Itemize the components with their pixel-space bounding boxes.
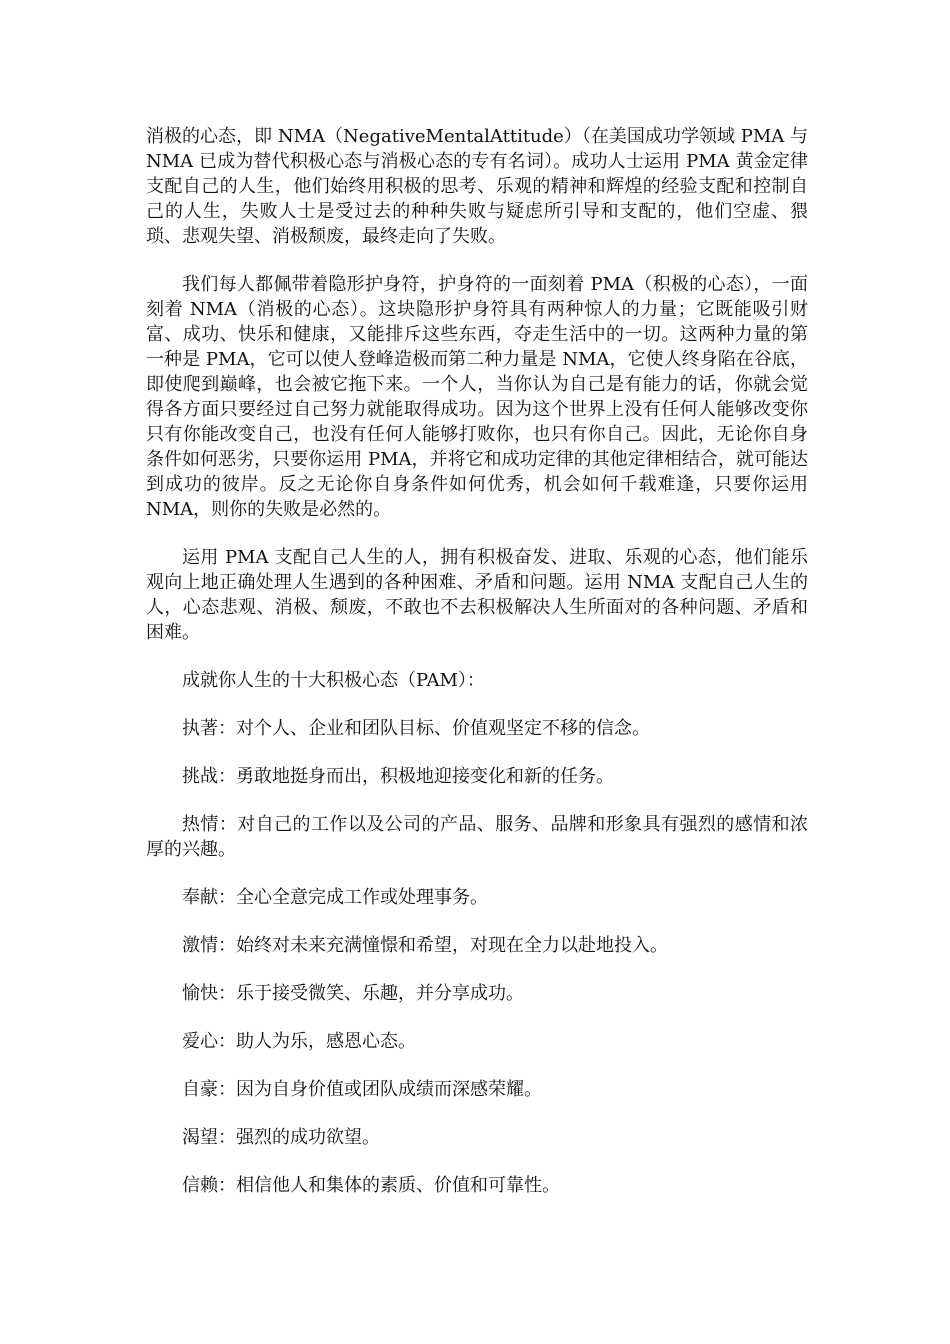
document-page	[146, 124, 808, 1221]
list-item: 渴望：强烈的成功欲望。	[182, 1127, 380, 1148]
list-item: 爱心：助人为乐，感恩心态。	[182, 1031, 416, 1052]
list-item: 信赖：相信他人和集体的素质、价值和可靠性。	[182, 1175, 560, 1196]
list-item: 热情：对自己的工作以及公司的产品、服务、品牌和形象具有强烈的感情和浓厚的兴趣。	[146, 814, 808, 860]
paragraph-amulet: 我们每人都佩带着隐形护身符，护身符的一面刻着 PMA（积极的心态），一面刻着 NMA（消极的心态）。这块隐形护身符具有两种惊人的力量；它既能吸引财富、成功、快乐和健康，又能排斥这些东西，夺走生活中的一切。这两种力量的第一种是 PMA，它可以使人登峰造极而第二种力量是 NMA，它使人终身陷在谷底，即使爬到巅峰，也会被它拖下来。一个人，当你认为自己是有能力的话，你就会觉得各方面只要经过自己努力就能取得成功。因为这个世界上没有任何人能够改变你只有你能改变自己，也没有任何人能够打败你，也只有你自己。因此，无论你自身条件如何恶劣，只要你运用 PMA，并将它和成功定律的其他定律相结合，就可能达到成功的彼岸。反之无论你自身条件如何优秀，机会如何千载难逢，只要你运用 NMA，则你的失败是必然的。	[146, 274, 808, 520]
paragraph-nma-definition: 消极的心态，即 NMA（NegativeMentalAttitude）（在美国成功学领域 PMA 与 NMA 已成为替代积极心态与消极心态的专有名词）。成功人士运用 PMA 黄金定律支配自己的人生，他们始终用积极的思考、乐观的精神和辉煌的经验支配和控制自己的人生，失败人士是受过去的种种失败与疑虑所引导和支配的，他们空虚、猥琐、悲观失望、消极颓废，最终走向了失败。	[146, 126, 808, 247]
list-item: 挑战：勇敢地挺身而出，积极地迎接变化和新的任务。	[182, 766, 614, 787]
list-item: 奉献：全心全意完成工作或处理事务。	[182, 887, 488, 908]
list-item: 执著：对个人、企业和团队目标、价值观坚定不移的信念。	[182, 718, 650, 739]
list-item: 自豪：因为自身价值或团队成绩而深感荣耀。	[182, 1079, 542, 1100]
list-item: 激情：始终对未来充满憧憬和希望，对现在全力以赴地投入。	[182, 935, 668, 956]
paragraph-pma-vs-nma: 运用 PMA 支配自己人生的人，拥有积极奋发、进取、乐观的心态，他们能乐观向上地正确处理人生遇到的各种困难、矛盾和问题。运用 NMA 支配自己人生的人，心态悲观、消极、颓废，不敢也不去积极解决人生所面对的各种问题、矛盾和困难。	[146, 547, 808, 643]
list-item: 愉快：乐于接受微笑、乐趣，并分享成功。	[182, 983, 524, 1004]
list-heading: 成就你人生的十大积极心态（PAM）：	[182, 670, 485, 691]
